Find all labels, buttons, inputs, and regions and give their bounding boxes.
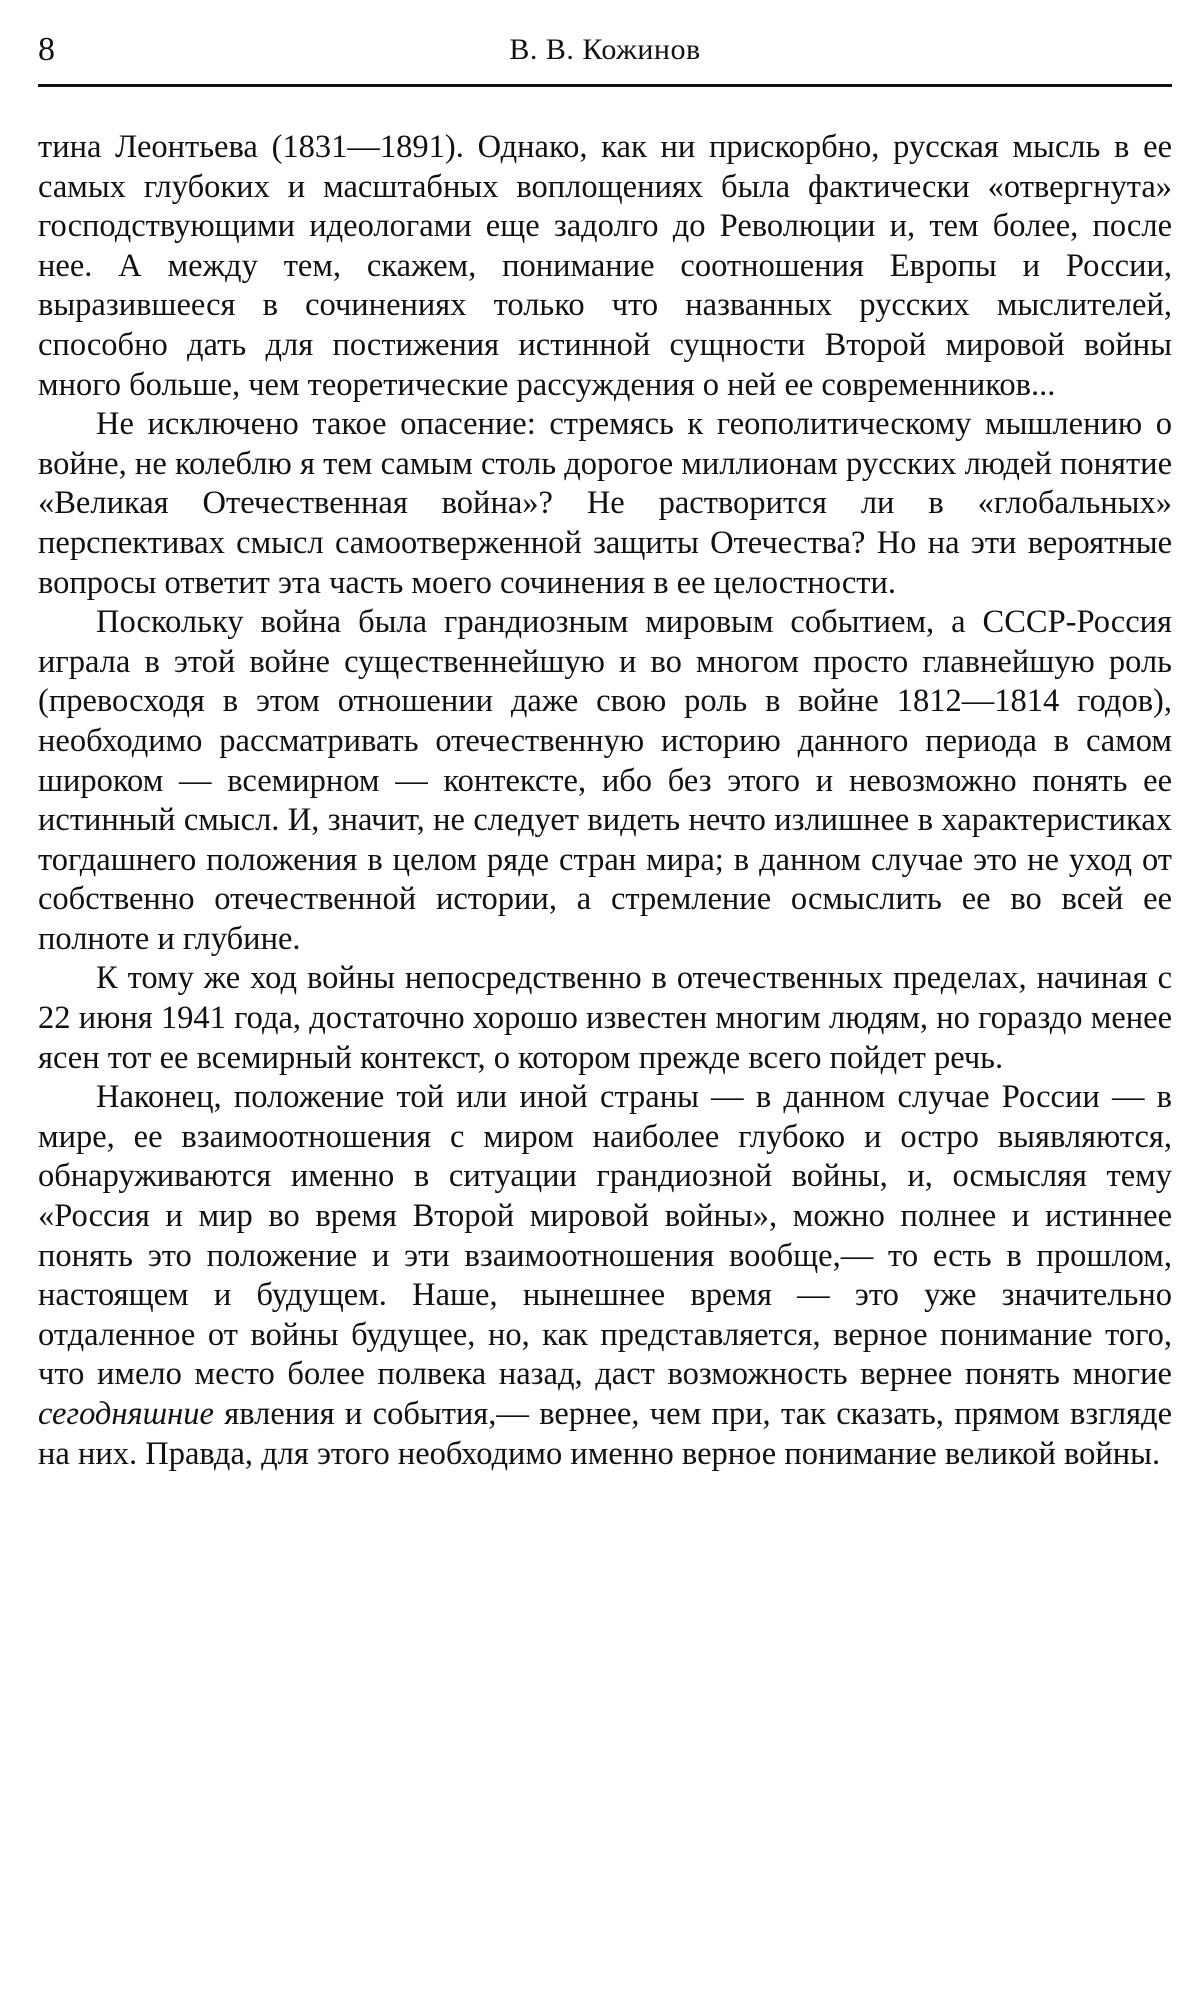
header-rule: [38, 84, 1172, 87]
paragraph-text: явления и события,— вернее, чем при, так сказать, прямом взгляде на них. Правда, для этого необходимо именно верное понимание великой войны.: [38, 1396, 1172, 1472]
page-header: [38, 30, 1172, 70]
italic-emphasis: сегодняшние: [38, 1396, 214, 1432]
paragraph: Не исключено такое опасение: стремясь к геополитическому мышлению о войне, не колеблю я тем самым столь дорогое миллионам русских людей понятие «Великая Отечественная война»? Не растворится ли в «глобальных» перспективах смысл самоотверженной защиты Отечества? Но на эти вероятные вопросы ответит эта часть моего сочинения в ее целостности.: [38, 406, 1172, 601]
paragraph: [38, 1078, 1172, 1474]
body-text: [38, 128, 1172, 1474]
running-head-author: В. В. Кожинов: [509, 33, 701, 66]
paragraph: К тому же ход войны непосредственно в отечественных пределах, начиная с 22 июня 1941 года, достаточно хорошо известен многим людям, но гораздо менее ясен тот ее всемирный контекст, о котором прежде всего пойдет речь.: [38, 960, 1172, 1076]
page-number: 8: [38, 31, 55, 68]
paragraph-continued: тина Леонтьева (1831—1891). Однако, как ни прискорбно, русская мысль в ее самых глубоких и масштабных воплощениях была фактически «отвергнута» господствующими идеологами еще задолго до Революции и, тем более, после нее. А между тем, скажем, понимание соотношения Европы и России, выразившееся в сочинениях только что названных русских мыслителей, способно дать для постижения истинной сущности Второй мировой войны много больше, чем теоретические рассуждения о ней ее современников...: [38, 129, 1172, 403]
paragraph: Поскольку война была грандиозным мировым событием, а СССР-Россия играла в этой войне существеннейшую и во многом просто главнейшую роль (превосходя в этом отношении даже свою роль в войне 1812—1814 годов), необходимо рассматривать отечественную историю данного периода в самом широком — всемирном — контексте, ибо без этого и невозможно понять ее истинный смысл. И, значит, не следует видеть нечто излишнее в характеристиках тогдашнего положения в целом ряде стран мира; в данном случае это не уход от собственно отечественной истории, а стремление осмыслить ее во всей ее полноте и глубине.: [38, 604, 1172, 957]
paragraph-text: Наконец, положение той или иной страны — в данном случае России — в мире, ее взаимоотношения с миром наиболее глубоко и остро выявляются, обнаруживаются именно в ситуации грандиозной войны, и, осмысляя тему «Россия и мир во время Второй мировой войны», можно полнее и истиннее понять это положение и эти взаимоотношения вообще,— то есть в прошлом, настоящем и будущем. Наше, нынешнее время — это уже значительно отдаленное от войны будущее, но, как представляется, верное понимание того, что имело место более полвека назад, даст возможность вернее понять многие: [38, 1079, 1172, 1393]
